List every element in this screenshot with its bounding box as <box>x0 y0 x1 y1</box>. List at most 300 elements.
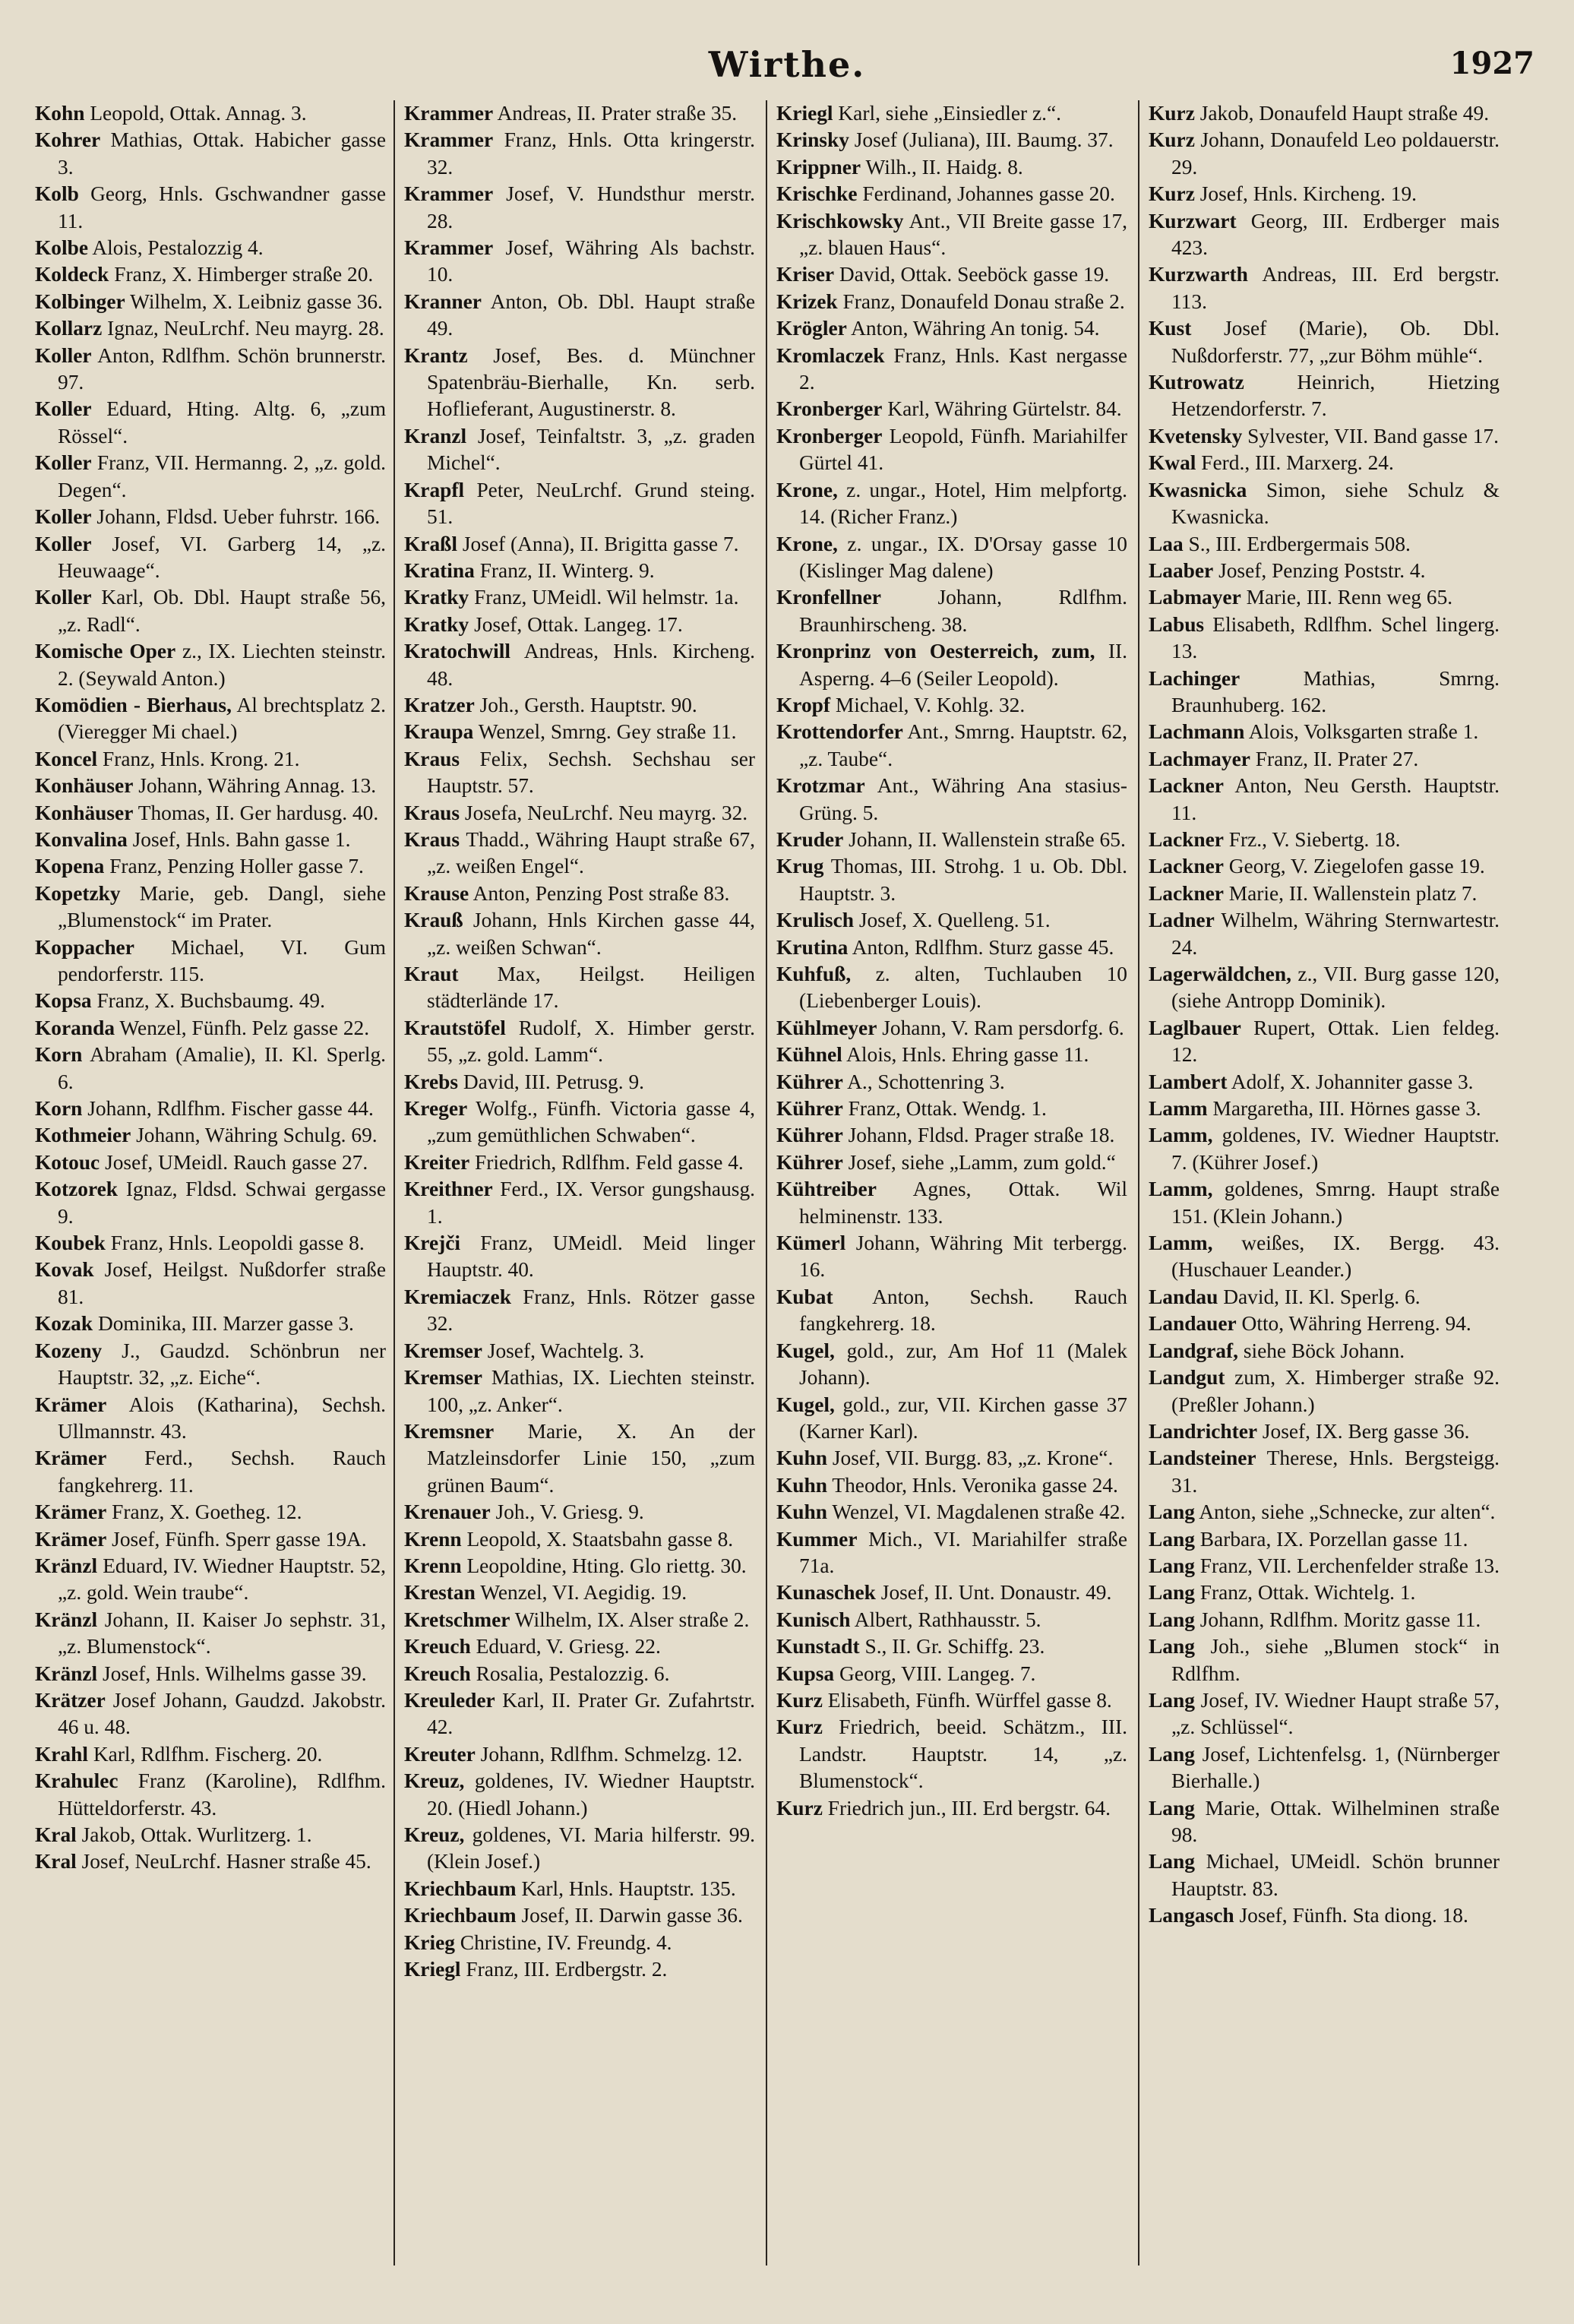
entry-details: Al brechtsplatz 2. (Vieregger Mi chael.) <box>58 693 386 744</box>
directory-entry <box>776 396 1127 422</box>
entry-name: Kratky <box>404 612 469 636</box>
entry-details: Alois, Pestalozzig 4. <box>92 236 264 260</box>
directory-entry <box>776 1795 1127 1822</box>
entry-name: Kuhfuß, <box>776 963 852 985</box>
directory-entry <box>404 1741 755 1768</box>
directory-entry <box>35 1741 386 1768</box>
entry-name: Kwal <box>1149 451 1196 475</box>
directory-entry <box>35 1176 386 1230</box>
entry-details: Abraham (Amalie), II. Kl. Sperlg. 6. <box>58 1043 387 1093</box>
entry-name: Kotouc <box>35 1150 100 1174</box>
entry-details: Wenzel, VI. Aegidig. 19. <box>480 1581 687 1605</box>
entry-details: Mathias, Ottak. Habicher gasse 3. <box>58 128 386 179</box>
entry-name: Ladner <box>1149 909 1215 932</box>
entry-name: Koppacher <box>35 935 134 959</box>
entry-details: Joh., V. Griesg. 9. <box>495 1500 644 1524</box>
entry-name: Kurz <box>776 1688 823 1712</box>
entry-details: Josef, Fünfh. Sperr gasse 19A. <box>112 1527 367 1551</box>
entry-details: Anton, Sechsh. Rauch fangkehrerg. 18. <box>799 1285 1127 1336</box>
entry-name: Krinsky <box>776 128 849 152</box>
entry-details: Josef (Anna), II. Brigitta gasse 7. <box>462 532 739 555</box>
entry-name: Krahl <box>35 1742 89 1766</box>
entry-name: Kurz <box>1149 128 1195 152</box>
entry-details: Agnes, Ottak. Wil helminenstr. 133. <box>799 1178 1127 1228</box>
entry-name: Kupsa <box>776 1662 835 1685</box>
entry-details: z., VII. Burg gasse 120, (siehe Antropp Dominik). <box>1171 963 1500 1013</box>
entry-name: Krämer <box>35 1500 107 1524</box>
entry-name: Koubek <box>35 1232 106 1255</box>
entry-name: Kuhn <box>776 1473 828 1497</box>
directory-entry <box>35 531 386 585</box>
entry-name: Kraus <box>404 827 460 851</box>
directory-entry <box>35 1149 386 1176</box>
directory-entry <box>1149 1311 1500 1337</box>
entry-name: Kretschmer <box>404 1608 510 1631</box>
entry-name: Kränzl <box>35 1554 98 1577</box>
directory-entry <box>1149 1499 1500 1526</box>
directory-entry <box>776 477 1127 531</box>
directory-entry <box>1149 1096 1500 1122</box>
directory-entry <box>404 1096 755 1149</box>
entry-details: Georg, Hnls. Gschwandner gasse 11. <box>58 182 386 232</box>
entry-name: Lang <box>1149 1581 1195 1605</box>
entry-details: Andreas, Hnls. Kircheng. 48. <box>427 640 755 690</box>
directory-entry <box>776 1069 1127 1096</box>
entry-details: Franz, X. Himberger straße 20. <box>114 263 374 286</box>
entry-name: Kreiter <box>404 1150 470 1174</box>
directory-entry <box>35 1687 386 1741</box>
directory-entry <box>1149 208 1500 262</box>
entry-name: Kriechbaum <box>404 1904 517 1927</box>
directory-entry <box>404 1526 755 1553</box>
directory-entry <box>776 1661 1127 1687</box>
entry-name: Krug <box>776 855 824 878</box>
entry-name: Kurzwarth <box>1149 263 1248 286</box>
directory-entry <box>776 531 1127 585</box>
directory-entry <box>1149 450 1500 476</box>
directory-entry <box>776 1338 1127 1392</box>
directory-entry <box>404 1418 755 1499</box>
entry-name: Laglbauer <box>1149 1016 1241 1039</box>
entry-name: Kriser <box>776 263 835 286</box>
entry-name: Kratina <box>404 558 475 582</box>
entry-name: Lang <box>1149 1688 1195 1712</box>
directory-entry <box>35 1042 386 1096</box>
directory-entry <box>404 961 755 1015</box>
entry-details: Elisabeth, Fünfh. Würffel gasse 8. <box>827 1688 1112 1712</box>
directory-entry <box>776 423 1127 477</box>
entry-details: Josef, II. Unt. Donaustr. 49. <box>880 1581 1112 1605</box>
entry-details: Thomas, II. Ger hardusg. 40. <box>137 801 379 824</box>
directory-entry <box>776 1633 1127 1660</box>
entry-details: Anton, Währing An tonig. 54. <box>851 317 1100 340</box>
entry-details: A., Schottenring 3. <box>847 1070 1005 1093</box>
directory-entry <box>404 692 755 719</box>
entry-details: Theodor, Hnls. Veronika gasse 24. <box>832 1473 1118 1497</box>
entry-name: Landau <box>1149 1285 1218 1308</box>
directory-entry <box>35 100 386 127</box>
entry-name: Kromlaczek <box>776 343 885 367</box>
entry-details: Michael, V. Kohlg. 32. <box>835 693 1026 716</box>
entry-name: Kropf <box>776 693 831 716</box>
directory-entry <box>1149 961 1500 1015</box>
directory-entry <box>1149 1015 1500 1069</box>
directory-entry <box>1149 584 1500 611</box>
directory-entry <box>35 1230 386 1257</box>
entry-details: Albert, Rathhausstr. 5. <box>854 1608 1041 1631</box>
entry-name: Kremser <box>404 1339 482 1362</box>
entry-details: Sylvester, VII. Band gasse 17. <box>1247 424 1499 447</box>
directory-entry <box>404 1822 755 1876</box>
directory-entry <box>1149 315 1500 369</box>
entry-details: Andreas, III. Erd bergstr. 113. <box>1171 263 1500 313</box>
entry-details: Josef, Lichtenfelsg. 1, (Nürnberger Bierhalle.) <box>1171 1742 1500 1793</box>
entry-details: Josef, Wachtelg. 3. <box>487 1339 645 1362</box>
entry-name: Krantz <box>404 343 468 367</box>
directory-entry <box>776 100 1127 127</box>
entry-details: Josef, Hnls. Bahn gasse 1. <box>132 827 351 851</box>
entry-details: Felix, Sechsh. Sechshau ser Hauptstr. 57. <box>427 747 755 798</box>
directory-entry <box>1149 773 1500 827</box>
directory-entry <box>35 773 386 799</box>
directory-entry <box>35 1257 386 1311</box>
entry-details: Franz, II. Winterg. 9. <box>479 558 655 582</box>
entry-name: Lamm, <box>1149 1178 1213 1201</box>
entry-name: Koncel <box>35 747 98 770</box>
entry-details: Johann, Donaufeld Leo poldauerstr. 29. <box>1171 128 1500 179</box>
directory-entry <box>1149 1795 1500 1849</box>
entry-details: J., Gaudzd. Schönbrun ner Hauptstr. 32, „z. Eiche“. <box>58 1339 386 1390</box>
directory-entry <box>35 181 386 235</box>
directory-entry <box>1149 1418 1500 1445</box>
directory-entry <box>404 881 755 907</box>
directory-entry <box>1149 1069 1500 1096</box>
directory-entry <box>35 853 386 880</box>
entry-details: Alois, Volksgarten straße 1. <box>1248 720 1479 744</box>
entry-name: Lamm, <box>1149 1232 1213 1255</box>
directory-entry <box>776 261 1127 288</box>
directory-entry <box>404 1499 755 1526</box>
entry-details: Leopold, X. Staatsbahn gasse 8. <box>466 1527 734 1551</box>
entry-name: Kolb <box>35 182 79 206</box>
entry-name: Koller <box>35 505 92 529</box>
entry-details: Ignaz, NeuLrchf. Neu mayrg. 28. <box>107 317 384 340</box>
entry-name: Krenn <box>404 1554 462 1577</box>
entry-details: Leopold, Ottak. Annag. 3. <box>90 102 307 125</box>
entry-details: Mathias, Smrng. Braunhuberg. 162. <box>1171 666 1500 716</box>
entry-details: Josef, IV. Wiedner Haupt straße 57, „z. Schlüssel“. <box>1171 1688 1500 1739</box>
entry-details: Josef, IX. Berg gasse 36. <box>1262 1419 1470 1443</box>
directory-entry <box>35 289 386 315</box>
entry-details: Anton, Ob. Dbl. Haupt straße 49. <box>427 289 756 340</box>
entry-name: Krulisch <box>776 909 854 932</box>
entry-details: Johann, Rdlfhm. Schmelzg. 12. <box>480 1742 743 1766</box>
directory-entry <box>1149 1526 1500 1553</box>
entry-details: Josef, Fünfh. Sta diong. 18. <box>1239 1904 1468 1927</box>
entry-name: Kühlmeyer <box>776 1016 877 1039</box>
directory-entry <box>35 1392 386 1446</box>
directory-entry <box>404 558 755 584</box>
entry-name: Kratzer <box>404 693 475 716</box>
entry-details: Josef, siehe „Lamm, zum gold.“ <box>848 1150 1116 1174</box>
entry-name: Krizek <box>776 289 838 313</box>
entry-name: Kührer <box>776 1150 843 1174</box>
entry-details: Anton, Rdlfhm. Schön brunnerstr. 97. <box>58 343 386 394</box>
directory-entry <box>404 1176 755 1230</box>
entry-name: Lagerwäldchen, <box>1149 963 1291 985</box>
directory-entry <box>1149 1902 1500 1929</box>
entry-details: Marie, III. Renn weg 65. <box>1246 586 1453 609</box>
entry-name: Kreuz, <box>404 1823 465 1846</box>
entry-name: Krammer <box>404 102 494 125</box>
entry-details: Anton, Rdlfhm. Sturz gasse 45. <box>852 935 1114 959</box>
entry-details: Josefa, NeuLrchf. Neu mayrg. 32. <box>464 801 748 824</box>
directory-entry <box>35 1768 386 1822</box>
entry-name: Kvetensky <box>1149 424 1243 447</box>
directory-entry <box>404 1633 755 1660</box>
directory-entry <box>776 853 1127 907</box>
entry-name: Lachinger <box>1149 666 1241 690</box>
entry-name: Kotzorek <box>35 1178 119 1201</box>
page-number: 1927 <box>1449 46 1534 81</box>
entry-name: Lang <box>1149 1742 1195 1766</box>
entry-details: Karl, siehe „Einsiedler z.“. <box>838 102 1061 125</box>
directory-entry <box>404 1149 755 1176</box>
entry-name: Kronprinz von Oesterreich, zum, <box>776 640 1095 663</box>
entry-details: z. ungar., Hotel, Him melpfortg. 14. (Richer Franz.) <box>799 478 1127 529</box>
entry-details: Franz, Hnls. Kast nergasse 2. <box>799 343 1127 394</box>
entry-details: zum, X. Himberger straße 92. (Preßler Johann.) <box>1171 1366 1500 1416</box>
directory-entry <box>35 261 386 288</box>
entry-details: David, Ottak. Seeböck gasse 19. <box>839 263 1110 286</box>
entry-name: Kral <box>35 1850 77 1873</box>
entry-details: Andreas, II. Prater straße 35. <box>497 102 738 125</box>
entry-details: Alois, Hnls. Ehring gasse 11. <box>846 1043 1089 1067</box>
entry-details: Josef (Juliana), III. Baumg. 37. <box>854 128 1114 152</box>
entry-name: Koldeck <box>35 263 109 286</box>
directory-entry <box>1149 1122 1500 1176</box>
directory-entry <box>776 1096 1127 1122</box>
directory-entry <box>1149 558 1500 584</box>
directory-entry <box>1149 666 1500 719</box>
entry-details: gold., zur, Am Hof 11 (Malek Johann). <box>799 1339 1127 1390</box>
directory-entry <box>35 1661 386 1687</box>
entry-details: II. Asperng. 4–6 (Seiler Leopold). <box>799 640 1127 690</box>
entry-name: Krammer <box>404 236 494 260</box>
entry-name: Korn <box>35 1097 83 1121</box>
entry-name: Lachmann <box>1149 720 1245 744</box>
directory-entry <box>404 1687 755 1741</box>
entry-name: Kunisch <box>776 1608 851 1631</box>
entry-name: Kuhn <box>776 1447 828 1470</box>
directory-entry <box>404 1661 755 1687</box>
directory-entry <box>776 692 1127 719</box>
directory-entry <box>35 746 386 773</box>
directory-entry <box>1149 1687 1500 1741</box>
entry-details: Friedrich jun., III. Erd bergstr. 64. <box>827 1796 1111 1820</box>
directory-entry <box>404 1230 755 1284</box>
directory-entry <box>35 1338 386 1392</box>
entry-details: Peter, NeuLrchf. Grund steing. 51. <box>427 478 755 529</box>
entry-name: Kuhn <box>776 1500 828 1524</box>
directory-entry <box>35 450 386 504</box>
entry-name: Kugel, <box>776 1393 835 1416</box>
entry-name: Koller <box>35 532 92 555</box>
directory-entry <box>35 1445 386 1499</box>
entry-details: Frz., V. Siebertg. 18. <box>1228 827 1401 851</box>
entry-details: Leopoldine, Hting. Glo riettg. 30. <box>466 1554 747 1577</box>
directory-entry <box>776 1122 1127 1149</box>
directory-entry <box>1149 1176 1500 1230</box>
entry-name: Komische Oper <box>35 640 176 663</box>
entry-details: Franz, X. Buchsbaumg. 49. <box>96 989 325 1013</box>
entry-details: Wilhelm, Währing Sternwartestr. 24. <box>1171 909 1500 959</box>
entry-details: Johann, Rdlfhm. Braunhirscheng. 38. <box>799 586 1127 636</box>
directory-entry <box>35 881 386 934</box>
entry-details: Michael, UMeidl. Schön brunner Hauptstr. 83. <box>1171 1850 1500 1900</box>
directory-entry <box>1149 127 1500 181</box>
directory-entry <box>404 531 755 558</box>
directory-entry <box>1149 261 1500 315</box>
entry-name: Labmayer <box>1149 586 1241 609</box>
entry-name: Lackner <box>1149 827 1224 851</box>
entry-name: Kriegl <box>776 102 833 125</box>
directory-entry <box>776 315 1127 342</box>
directory-entry <box>776 584 1127 638</box>
entry-details: Josef, Ottak. Langeg. 17. <box>474 612 683 636</box>
entry-details: Wenzel, Fünfh. Pelz gasse 22. <box>119 1016 370 1039</box>
entry-details: Anton, siehe „Schnecke, zur alten“. <box>1199 1500 1496 1524</box>
entry-name: Krottendorfer <box>776 720 903 744</box>
column-4 <box>1149 100 1500 1930</box>
directory-entry <box>1149 1230 1500 1284</box>
entry-details: Franz, UMeidl. Wil helmstr. 1a. <box>474 586 739 609</box>
entry-name: Krauß <box>404 909 463 932</box>
entry-details: Johann, Fldsd. Prager straße 18. <box>848 1124 1115 1147</box>
directory-entry <box>35 584 386 638</box>
entry-details: Johann, Währing Annag. 13. <box>138 774 377 798</box>
directory-entry <box>35 1607 386 1661</box>
entry-name: Landsteiner <box>1149 1447 1256 1470</box>
entry-details: Wenzel, VI. Magdalenen straße 42. <box>832 1500 1126 1524</box>
entry-name: Kreger <box>404 1097 468 1121</box>
directory-entry <box>404 181 755 235</box>
entry-name: Landgut <box>1149 1366 1225 1390</box>
entry-details: Johann, Währing Schulg. 69. <box>136 1124 378 1147</box>
entry-name: Krone, <box>776 478 838 501</box>
directory-entry <box>404 612 755 638</box>
entry-name: Lang <box>1149 1635 1195 1658</box>
entry-details: Josef, V. Hundsthur merstr. 28. <box>427 182 755 232</box>
directory-entry <box>776 827 1127 853</box>
entry-details: Franz, Ottak. Wichtelg. 1. <box>1199 1581 1416 1605</box>
directory-entry <box>404 1579 755 1606</box>
entry-name: Kozeny <box>35 1339 103 1362</box>
entry-name: Kremser <box>404 1366 482 1390</box>
entry-details: Franz, Hnls. Leopoldi gasse 8. <box>110 1232 365 1255</box>
entry-name: Korn <box>35 1043 83 1067</box>
directory-entry <box>404 1956 755 1983</box>
directory-entry <box>404 100 755 127</box>
directory-entry <box>35 800 386 827</box>
directory-entry <box>1149 1848 1500 1902</box>
directory-entry <box>1149 612 1500 666</box>
entry-name: Kremsner <box>404 1419 495 1443</box>
directory-entry <box>1149 531 1500 558</box>
entry-name: Landrichter <box>1149 1419 1258 1443</box>
entry-details: Karl, Hnls. Hauptstr. 135. <box>521 1877 736 1900</box>
entry-details: Franz, Penzing Holler gasse 7. <box>109 855 364 878</box>
entry-name: Lang <box>1149 1527 1195 1551</box>
entry-name: Kraut <box>404 963 459 985</box>
entry-details: Franz, Hnls. Otta kringerstr. 32. <box>427 128 755 179</box>
entry-details: Margaretha, III. Hörnes gasse 3. <box>1212 1097 1481 1121</box>
entry-details: S., III. Erdbergermais 508. <box>1188 532 1411 555</box>
entry-details: Wilh., II. Haidg. 8. <box>865 155 1023 179</box>
entry-name: Kral <box>35 1823 77 1846</box>
entry-details: weißes, IX. Bergg. 43. (Huschauer Leander.) <box>1171 1232 1500 1282</box>
directory-entry <box>404 423 755 477</box>
directory-entry <box>776 1579 1127 1606</box>
directory-entry <box>776 638 1127 692</box>
directory-entry <box>35 315 386 342</box>
entry-details: David, II. Kl. Sperlg. 6. <box>1223 1285 1421 1308</box>
directory-entry <box>776 907 1127 934</box>
entry-details: Barbara, IX. Porzellan gasse 11. <box>1199 1527 1468 1551</box>
entry-details: Josef Johann, Gaudzd. Jakobstr. 46 u. 48. <box>58 1688 386 1739</box>
entry-details: siehe Böck Johann. <box>1243 1339 1405 1362</box>
entry-name: Kopetzky <box>35 881 121 905</box>
entry-details: Josef, NeuLrchf. Hasner straße 45. <box>81 1850 371 1873</box>
directory-entry <box>776 1042 1127 1068</box>
entry-details: Josef, Penzing Poststr. 4. <box>1218 558 1426 582</box>
entry-name: Kühtreiber <box>776 1178 877 1201</box>
entry-name: Landauer <box>1149 1312 1237 1336</box>
entry-details: Wolfg., Fünfh. Victoria gasse 4, „zum gemüthlichen Schwaben“. <box>427 1097 755 1147</box>
directory-entry <box>776 1445 1127 1472</box>
entry-name: Koller <box>35 343 92 367</box>
entry-details: Rupert, Ottak. Lien feldeg. 12. <box>1171 1016 1500 1067</box>
entry-name: Kronfellner <box>776 586 881 609</box>
entry-details: goldenes, VI. Maria hilferstr. 99. (Klein Josef.) <box>427 1823 755 1873</box>
directory-entry <box>35 827 386 853</box>
directory-entry <box>776 1284 1127 1338</box>
entry-details: goldenes, Smrng. Haupt straße 151. (Klein Johann.) <box>1171 1178 1500 1228</box>
entry-details: Georg, VIII. Langeg. 7. <box>839 1662 1036 1685</box>
entry-name: Krause <box>404 881 469 905</box>
entry-details: Heinrich, Hietzing Hetzendorferstr. 7. <box>1171 371 1500 421</box>
entry-details: Josef, Hnls. Kircheng. 19. <box>1199 182 1417 206</box>
directory-entry <box>404 719 755 745</box>
entry-details: Josef, II. Darwin gasse 36. <box>521 1904 743 1927</box>
entry-name: Kust <box>1149 317 1192 340</box>
directory-entry <box>404 127 755 181</box>
directory-entry <box>35 396 386 450</box>
entry-name: Kührer <box>776 1124 843 1147</box>
entry-details: Franz, III. Erdbergstr. 2. <box>466 1958 668 1981</box>
directory-entry <box>1149 181 1500 207</box>
entry-details: Ant., VII Breite gasse 17, „z. blauen Haus“. <box>799 209 1127 260</box>
entry-details: Adolf, X. Johanniter gasse 3. <box>1231 1070 1474 1093</box>
entry-name: Kreuter <box>404 1742 476 1766</box>
directory-entry <box>404 1930 755 1956</box>
entry-name: Krutina <box>776 935 849 959</box>
entry-details: Josef, X. Quelleng. 51. <box>858 909 1051 932</box>
directory-entry <box>1149 423 1500 450</box>
entry-details: Rudolf, X. Himber gerstr. 55, „z. gold. Lamm“. <box>427 1016 755 1067</box>
directory-entry <box>776 181 1127 207</box>
entry-name: Krätzer <box>35 1688 106 1712</box>
